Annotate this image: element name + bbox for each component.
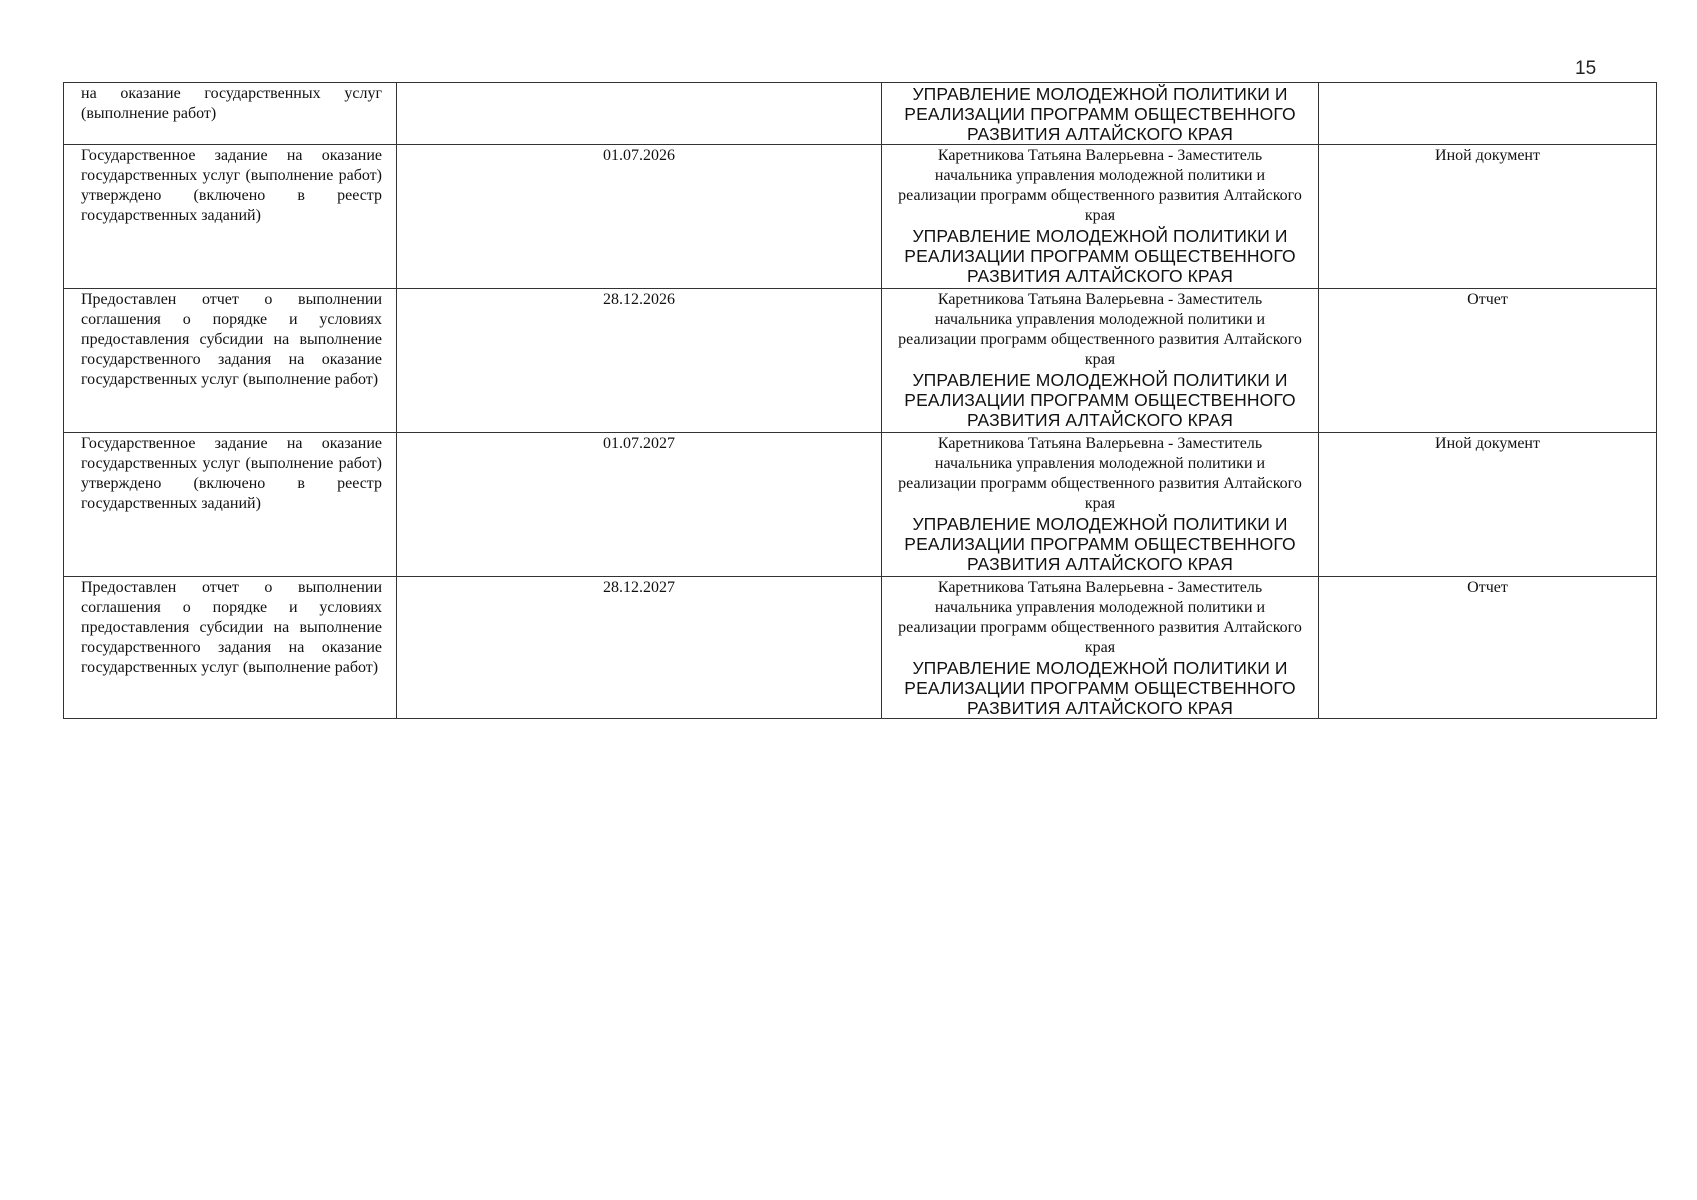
document-type: Отчет (1467, 291, 1508, 308)
event-description: на оказание государственных услуг (выполнение работ) (81, 85, 382, 122)
document-cell (1319, 289, 1657, 433)
responsible-cell (882, 83, 1319, 145)
event-date: 01.07.2026 (603, 147, 675, 164)
document-cell (1319, 83, 1657, 145)
responsible-organization: УПРАВЛЕНИЕ МОЛОДЕЖНОЙ ПОЛИТИКИ И РЕАЛИЗАЦИИ ПРОГРАММ ОБЩЕСТВЕННОГО РАЗВИТИЯ АЛТАЙСКОГО КРАЯ (904, 226, 1296, 286)
event-cell (64, 577, 397, 719)
responsible-organization: УПРАВЛЕНИЕ МОЛОДЕЖНОЙ ПОЛИТИКИ И РЕАЛИЗАЦИИ ПРОГРАММ ОБЩЕСТВЕННОГО РАЗВИТИЯ АЛТАЙСКОГО КРАЯ (904, 514, 1296, 574)
responsible-organization: УПРАВЛЕНИЕ МОЛОДЕЖНОЙ ПОЛИТИКИ И РЕАЛИЗАЦИИ ПРОГРАММ ОБЩЕСТВЕННОГО РАЗВИТИЯ АЛТАЙСКОГО КРАЯ (904, 84, 1296, 144)
event-date: 28.12.2027 (603, 579, 675, 596)
event-date: 01.07.2027 (603, 435, 675, 452)
table-row (64, 433, 1657, 577)
date-cell (397, 145, 882, 289)
event-description: Государственное задание на оказание государственных услуг (выполнение работ) утверждено (включено в реестр государственных заданий) (81, 147, 382, 224)
date-cell (397, 289, 882, 433)
document-cell (1319, 577, 1657, 719)
event-description: Государственное задание на оказание государственных услуг (выполнение работ) утверждено (включено в реестр государственных заданий) (81, 435, 382, 512)
responsible-person: Каретникова Татьяна Валерьевна - Заместитель начальника управления молодежной политики и реализации программ общественного развития Алтайского края (898, 291, 1302, 368)
event-cell (64, 145, 397, 289)
table-row (64, 145, 1657, 289)
table-row (64, 577, 1657, 719)
responsible-person: Каретникова Татьяна Валерьевна - Заместитель начальника управления молодежной политики и реализации программ общественного развития Алтайского края (898, 147, 1302, 224)
responsible-cell (882, 577, 1319, 719)
event-description: Предоставлен отчет о выполнении соглашения о порядке и условиях предоставления субсидии на выполнение государственного задания на оказание государственных услуг (выполнение работ) (81, 579, 382, 676)
document-type (1319, 83, 1656, 84)
document-cell (1319, 433, 1657, 577)
date-cell (397, 83, 882, 145)
responsible-cell (882, 145, 1319, 289)
document-type: Иной документ (1435, 435, 1540, 452)
responsible-organization: УПРАВЛЕНИЕ МОЛОДЕЖНОЙ ПОЛИТИКИ И РЕАЛИЗАЦИИ ПРОГРАММ ОБЩЕСТВЕННОГО РАЗВИТИЯ АЛТАЙСКОГО КРАЯ (904, 370, 1296, 430)
responsible-organization: УПРАВЛЕНИЕ МОЛОДЕЖНОЙ ПОЛИТИКИ И РЕАЛИЗАЦИИ ПРОГРАММ ОБЩЕСТВЕННОГО РАЗВИТИЯ АЛТАЙСКОГО КРАЯ (904, 658, 1296, 718)
event-cell (64, 289, 397, 433)
event-date: 28.12.2026 (603, 291, 675, 308)
table-row (64, 83, 1657, 145)
document-cell (1319, 145, 1657, 289)
date-cell (397, 577, 882, 719)
page-number: 15 (1575, 58, 1597, 79)
responsible-cell (882, 433, 1319, 577)
document-type: Иной документ (1435, 147, 1540, 164)
control-points-table (63, 82, 1657, 719)
responsible-cell (882, 289, 1319, 433)
event-date (397, 83, 881, 84)
event-cell (64, 433, 397, 577)
table-row (64, 289, 1657, 433)
responsible-person: Каретникова Татьяна Валерьевна - Заместитель начальника управления молодежной политики и реализации программ общественного развития Алтайского края (898, 579, 1302, 656)
date-cell (397, 433, 882, 577)
responsible-person: Каретникова Татьяна Валерьевна - Заместитель начальника управления молодежной политики и реализации программ общественного развития Алтайского края (898, 435, 1302, 512)
event-description: Предоставлен отчет о выполнении соглашения о порядке и условиях предоставления субсидии на выполнение государственного задания на оказание государственных услуг (выполнение работ) (81, 291, 382, 388)
event-cell (64, 83, 397, 145)
document-type: Отчет (1467, 579, 1508, 596)
